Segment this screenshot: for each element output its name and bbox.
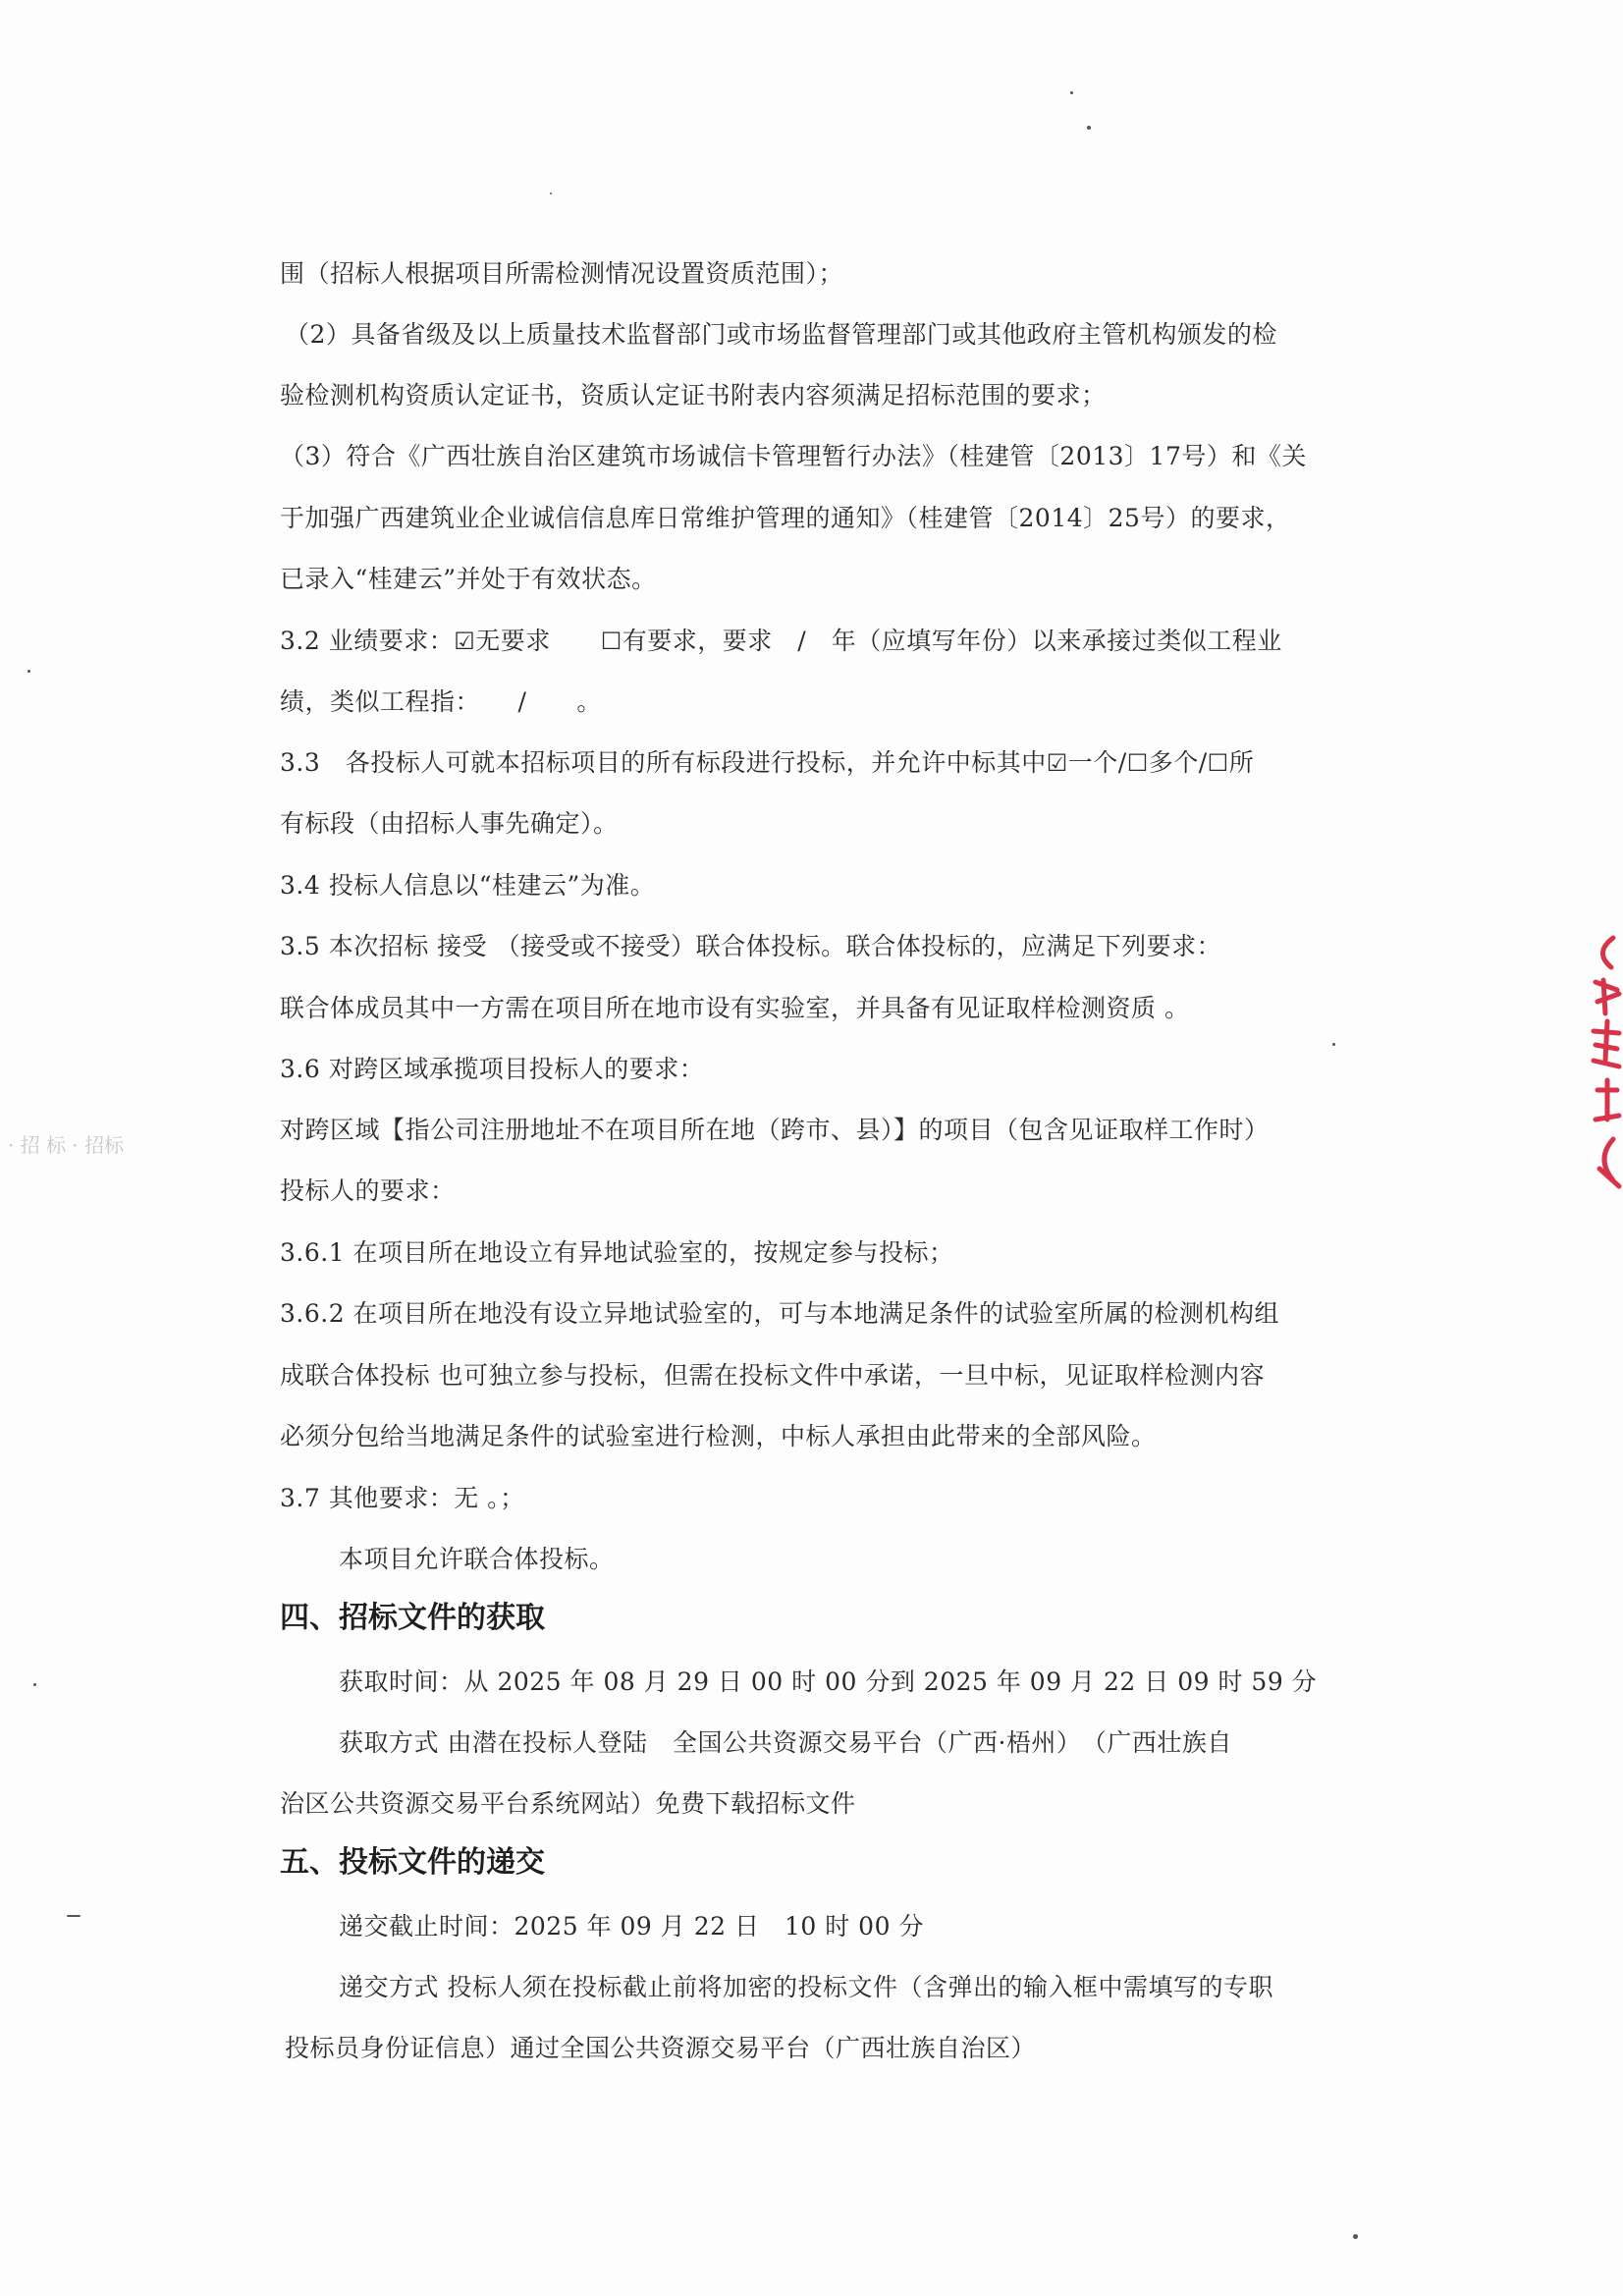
text-line-11: 联合体成员其中一方需在项目所在地市设有实验室，并具备有见证取样检测资质 。	[280, 994, 1190, 1022]
item-3-3-line	[280, 746, 1254, 780]
text-line-19: 3.7 其他要求：无 。；	[280, 1484, 525, 1512]
scan-speck	[1070, 91, 1073, 94]
unchecked-box-icon: ☐	[1207, 749, 1229, 777]
section-5-deadline: 递交截止时间：2025 年 09 月 22 日 10 时 00 分	[339, 1912, 924, 1941]
item-3-3-opt-3: 所	[1228, 748, 1255, 777]
item-3-2-line	[280, 625, 1282, 658]
text-line-15: 3.6.1 在项目所在地设立有异地试验室的，按规定参与投标；	[280, 1238, 954, 1267]
scan-speck	[1087, 126, 1091, 130]
text-line-14: 投标人的要求：	[280, 1176, 456, 1205]
text-line-20: 本项目允许联合体投标。	[339, 1545, 615, 1573]
scan-speck	[33, 1683, 36, 1686]
scan-speck	[1353, 2234, 1358, 2239]
text-line-5: 于加强广西建筑业企业诚信信息库日常维护管理的通知》（桂建管〔2014〕25号）的要求，	[280, 504, 1291, 532]
red-seal-fragment-icon	[1584, 923, 1623, 1208]
text-line-12: 3.6 对跨区域承揽项目投标人的要求：	[280, 1055, 705, 1083]
section-4-time: 获取时间：从 2025 年 08 月 29 日 00 时 00 分到 2025 年 09 月 22 日 09 时 59 分	[339, 1667, 1318, 1696]
item-3-3-prefix: 3.3 各投标人可就本招标项目的所有标段进行投标，并允许中标其中	[280, 748, 1047, 777]
item-3-2-option-yes: 有要求，要求 / 年（应填写年份）以来承接过类似工程业	[622, 627, 1282, 655]
section-4-title: 四、招标文件的获取	[280, 1601, 545, 1635]
section-5-title: 五、投标文件的递交	[280, 1845, 545, 1880]
checked-box-icon: ☑	[454, 628, 476, 655]
section-4-method-1: 获取方式 由潜在投标人登陆 全国公共资源交易平台（广西·梧州） （广西壮族自	[339, 1728, 1232, 1757]
text-line-9: 3.4 投标人信息以“桂建云”为准。	[280, 871, 656, 900]
scan-speck	[67, 1915, 81, 1917]
unchecked-box-icon: ☐	[1126, 749, 1149, 777]
section-4-method-2: 治区公共资源交易平台系统网站）免费下载招标文件	[280, 1789, 856, 1818]
bleed-through-text: · 招 标 · 招标	[8, 1133, 125, 1157]
scan-speck	[27, 670, 30, 673]
section-5-method-2: 投标员身份证信息）通过全国公共资源交易平台（广西壮族自治区）	[285, 2034, 1037, 2062]
item-3-2-option-no: 无要求	[475, 627, 551, 655]
item-3-2-prefix: 3.2 业绩要求：	[280, 627, 455, 655]
item-3-3-opt-1: 一个/	[1067, 748, 1127, 777]
scan-speck	[550, 192, 552, 194]
scan-speck	[1332, 1043, 1335, 1046]
checked-box-icon: ☑	[1046, 749, 1068, 777]
text-line-3: 验检测机构资质认定证书，资质认定证书附表内容须满足招标范围的要求；	[280, 381, 1107, 410]
text-line-7: 绩，类似工程指： / 。	[280, 687, 602, 716]
text-line-1: 围（招标人根据项目所需检测情况设置资质范围）；	[280, 259, 844, 288]
text-line-6: 已录入“桂建云”并处于有效状态。	[280, 565, 657, 593]
text-line-10: 3.5 本次招标 接受 （接受或不接受）联合体投标。联合体投标的，应满足下列要求：	[280, 932, 1222, 960]
text-line-13: 对跨区域【指公司注册地址不在项目所在地（跨市、县）】的项目（包含见证取样工作时）	[280, 1116, 1270, 1144]
item-3-3-opt-2: 多个/	[1148, 748, 1208, 777]
text-line-16: 3.6.2 在项目所在地没有设立异地试验室的，可与本地满足条件的试验室所属的检测机构组	[280, 1299, 1280, 1328]
section-5-method-1: 递交方式 投标人须在投标截止前将加密的投标文件（含弹出的输入框中需填写的专职	[339, 1973, 1273, 2001]
text-line-4: （3）符合《广西壮族自治区建筑市场诚信卡管理暂行办法》（桂建管〔2013〕17号）和《关	[280, 442, 1307, 470]
text-line-17: 成联合体投标 也可独立参与投标，但需在投标文件中承诺，一旦中标，见证取样检测内容	[280, 1361, 1265, 1390]
text-line-18: 必须分包给当地满足条件的试验室进行检测，中标人承担由此带来的全部风险。	[280, 1422, 1157, 1450]
text-line-2: （2）具备省级及以上质量技术监督部门或市场监督管理部门或其他政府主管机构颁发的检	[285, 320, 1277, 349]
unchecked-box-icon: ☐	[600, 628, 622, 655]
text-line-8: 有标段（由招标人事先确定）。	[280, 809, 619, 838]
